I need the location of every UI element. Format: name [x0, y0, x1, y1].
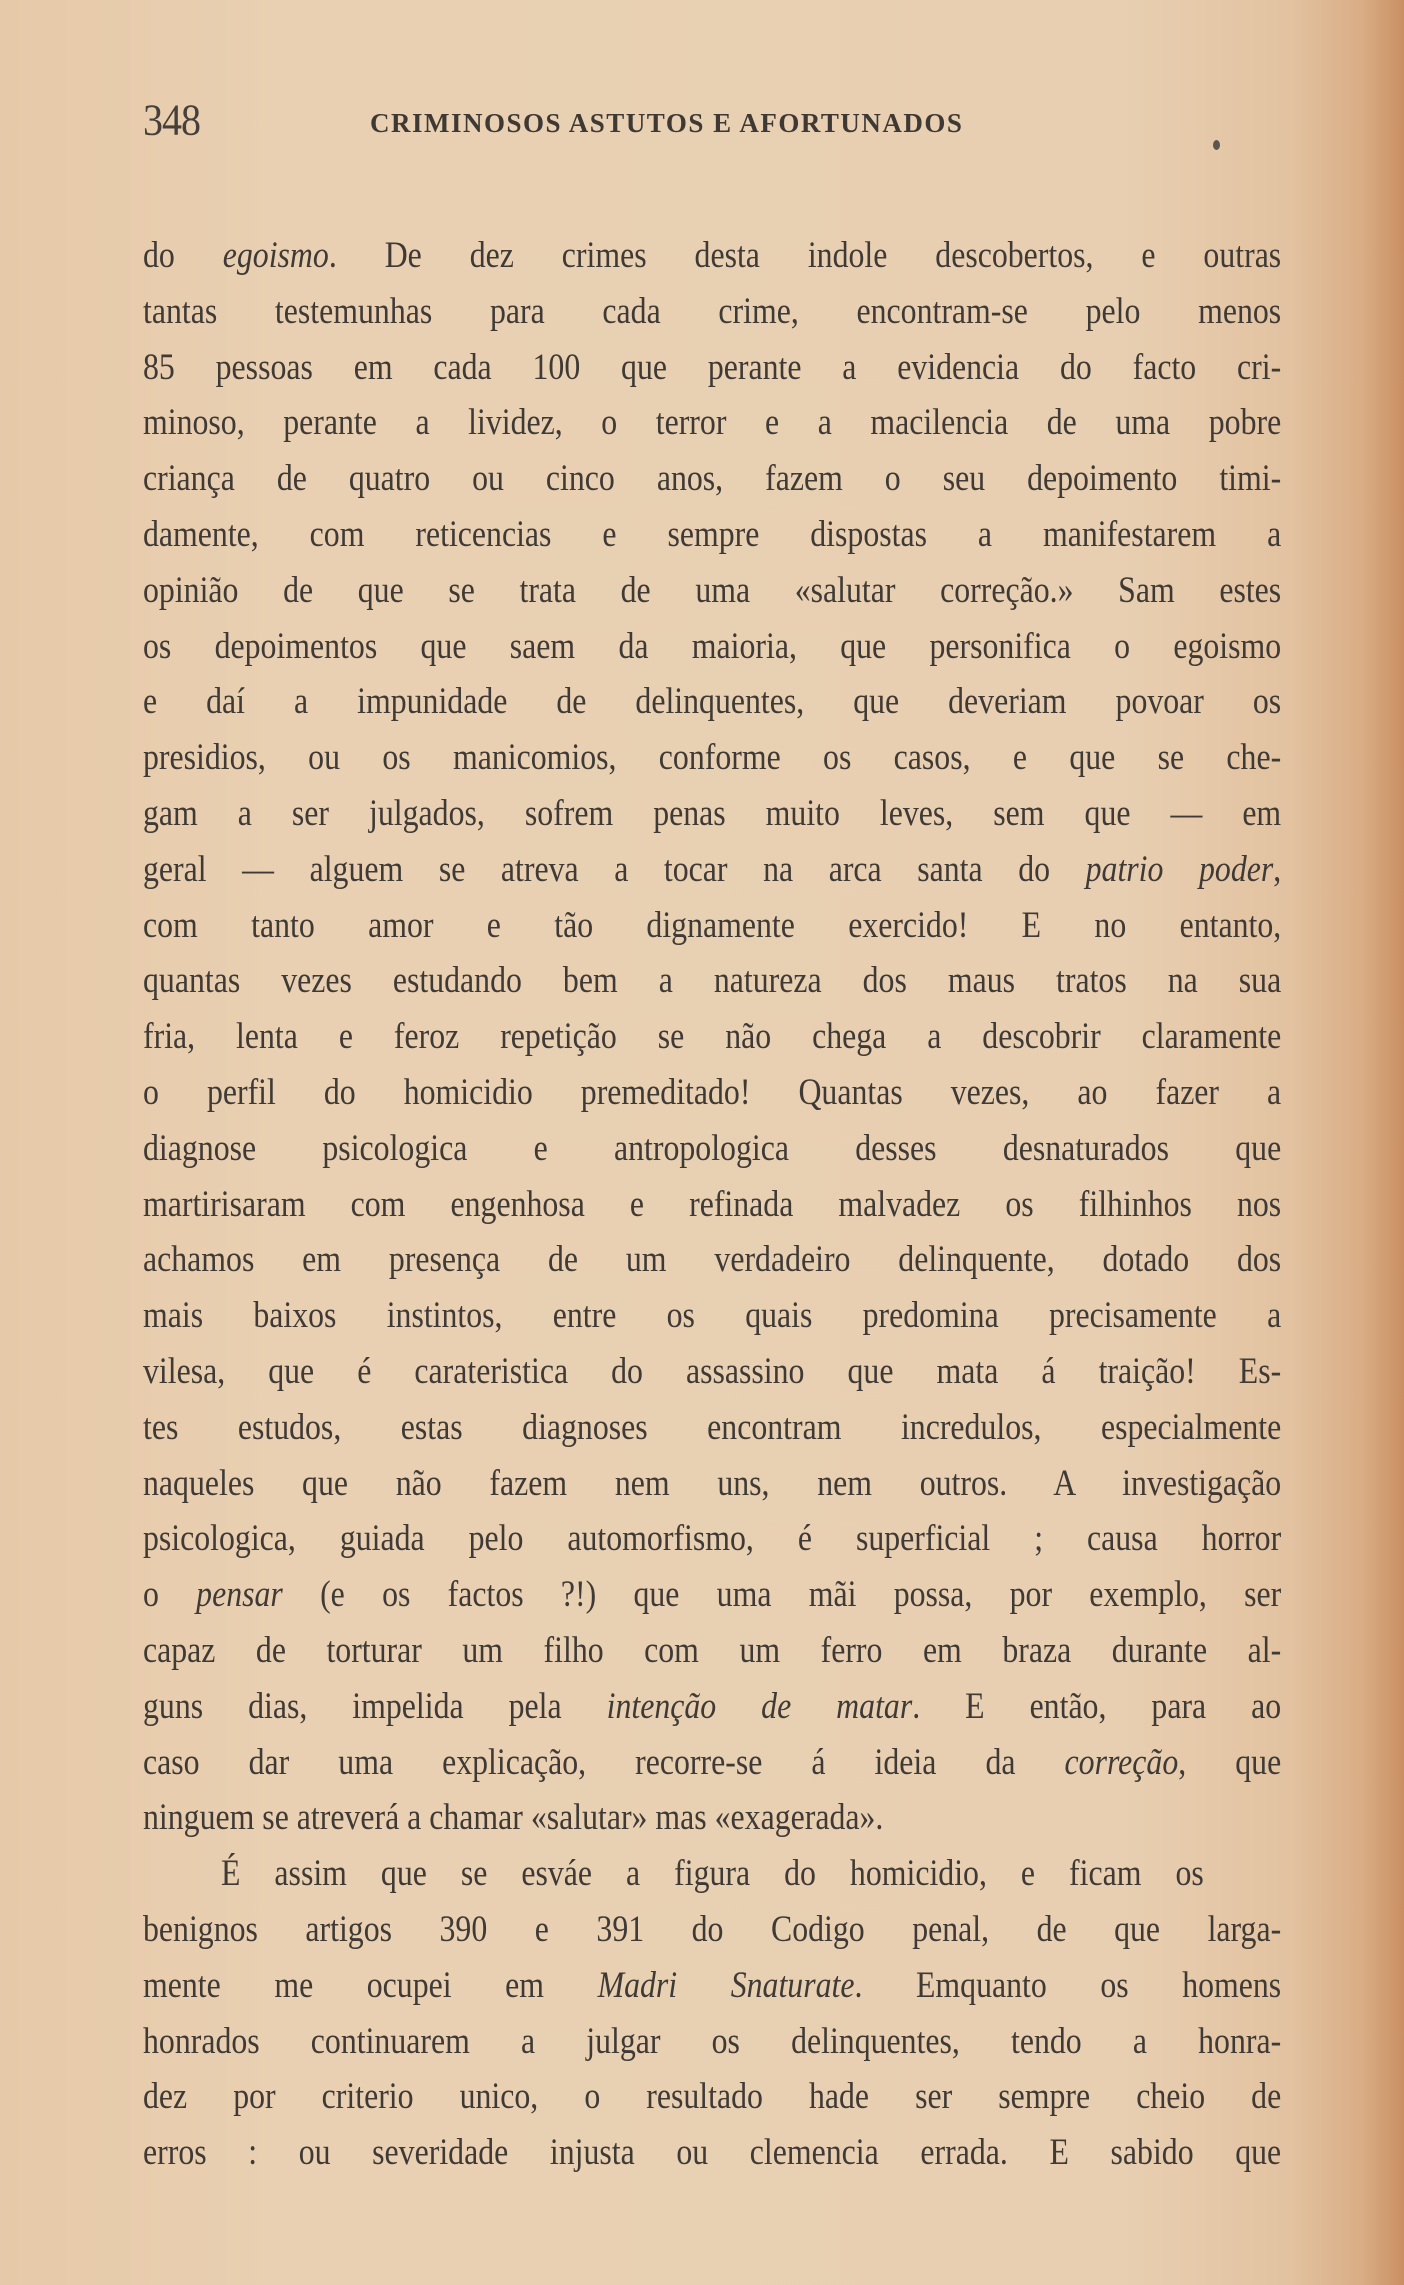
- italic-text: Madri Snaturate: [597, 1964, 855, 2006]
- text-run: É assim que se esváe a figura do homicidio, e ficam os: [221, 1853, 1204, 1895]
- text-run: do: [143, 235, 223, 276]
- text-line: [143, 2014, 1281, 2070]
- text-line-content: [143, 451, 1281, 507]
- text-line-content: [143, 1065, 1281, 1121]
- text-run: honrados continuarem a julgar os delinquentes, tendo a honra-: [143, 2020, 1282, 2062]
- text-line: [143, 1177, 1281, 1233]
- text-run: ninguem se atreverá a chamar «salutar» mas «exagerada».: [143, 1797, 884, 1839]
- text-line-content: [143, 1511, 1281, 1567]
- text-run: naqueles que não fazem nem uns, nem outros. A investigação: [143, 1462, 1282, 1504]
- text-run: fria, lenta e feroz repetição se não chega a descobrir claramente: [143, 1016, 1282, 1058]
- text-line-content: [143, 2125, 1281, 2181]
- text-run: benignos artigos 390 e 391 do Codigo penal, de que larga-: [143, 1908, 1282, 1950]
- text-line: [143, 563, 1281, 619]
- text-line-content: [143, 1567, 1281, 1623]
- text-run: com tanto amor e tão dignamente exercido! E no entanto,: [143, 904, 1282, 946]
- text-run: os depoimentos que saem da maioria, que personifica o egoismo: [143, 625, 1282, 667]
- text-run: . Emquanto os homens: [854, 1964, 1282, 2006]
- text-line-content: [143, 1400, 1281, 1456]
- text-line: [143, 1790, 1281, 1846]
- text-run: quantas vezes estudando bem a natureza dos maus tratos na sua: [143, 960, 1282, 1002]
- text-line-content: [143, 953, 1281, 1009]
- text-line: [143, 1511, 1281, 1567]
- text-run: mais baixos instintos, entre os quais predomina precisamente a: [143, 1295, 1282, 1337]
- text-run: (e os factos ?!) que uma mãi possa, por exemplo, ser: [282, 1574, 1282, 1616]
- text-run: e daí a impunidade de delinquentes, que deveriam povoar os: [143, 681, 1282, 723]
- text-run: vilesa, que é carateristica do assassino que mata á traição! Es-: [143, 1350, 1282, 1392]
- page-header: [143, 96, 1283, 146]
- text-line: [143, 1009, 1281, 1065]
- text-line-content: [143, 786, 1281, 842]
- text-run: . E então, para ao: [912, 1685, 1282, 1727]
- text-line: [143, 1846, 1281, 1902]
- body-text: [143, 228, 1281, 2181]
- text-line-content: [143, 1344, 1281, 1400]
- text-run: achamos em presença de um verdadeiro delinquente, dotado dos: [143, 1239, 1282, 1281]
- text-line: [143, 451, 1281, 507]
- text-run: erros : ou severidade injusta ou clemencia errada. E sabido que: [143, 2132, 1282, 2174]
- text-line: [143, 340, 1281, 396]
- italic-text: correção: [1064, 1741, 1179, 1783]
- text-run: 85 pessoas em cada 100 que perante a evidencia do facto cri-: [143, 346, 1282, 388]
- text-run: geral — alguem se atreva a tocar na arca santa do: [143, 848, 1086, 890]
- text-line: [143, 2125, 1281, 2181]
- text-line: [143, 507, 1281, 563]
- text-line-content: [143, 1177, 1281, 1233]
- text-line: [143, 2069, 1281, 2125]
- text-line-content: [143, 284, 1281, 340]
- text-line: [143, 674, 1281, 730]
- text-line: [143, 786, 1281, 842]
- text-line-content: [143, 507, 1281, 563]
- running-title: CRIMINOSOS ASTUTOS E AFORTUNADOS: [370, 108, 964, 138]
- text-line: [143, 284, 1281, 340]
- text-line-content: [143, 1902, 1281, 1958]
- text-run: tes estudos, estas diagnoses encontram incredulos, especialmente: [143, 1406, 1282, 1448]
- text-run: damente, com reticencias e sempre dispostas a manifestarem a: [143, 513, 1282, 555]
- text-run: criança de quatro ou cinco anos, fazem o seu depoimento timi-: [143, 458, 1282, 500]
- text-line: [143, 1344, 1281, 1400]
- text-run: . De dez crimes desta indole descobertos, e outras: [328, 235, 1282, 276]
- page-number: 348: [143, 94, 200, 145]
- text-line-content: [143, 1456, 1281, 1512]
- text-run: mente me ocupei em: [143, 1964, 598, 2006]
- text-line-content: [143, 1790, 1281, 1846]
- text-run: o perfil do homicidio premeditado! Quantas vezes, ao fazer a: [143, 1071, 1282, 1113]
- text-line: [143, 730, 1281, 786]
- ink-speck: [1213, 140, 1220, 150]
- text-line: [143, 1679, 1281, 1735]
- text-line-content: [143, 340, 1281, 396]
- text-line: [143, 1735, 1281, 1791]
- italic-text: egoismo: [222, 235, 329, 276]
- text-run: o: [143, 1574, 197, 1616]
- text-line: [143, 1567, 1281, 1623]
- text-line: [143, 1232, 1281, 1288]
- text-line: [143, 1958, 1281, 2014]
- text-line-content: [143, 2069, 1281, 2125]
- text-line-content: [143, 1735, 1281, 1791]
- text-line-content: [143, 730, 1281, 786]
- text-line-content: [221, 1846, 1204, 1902]
- italic-text: pensar: [196, 1574, 283, 1616]
- text-run: caso dar uma explicação, recorre-se á ideia da: [143, 1741, 1065, 1783]
- text-line-content: [143, 842, 1281, 898]
- text-line-content: [143, 395, 1281, 451]
- text-line: [143, 953, 1281, 1009]
- text-run: presidios, ou os manicomios, conforme os casos, e que se che-: [143, 737, 1282, 779]
- text-run: gam a ser julgados, sofrem penas muito leves, sem que — em: [143, 792, 1282, 834]
- italic-text: patrio poder: [1085, 848, 1274, 890]
- text-line-content: [143, 1009, 1281, 1065]
- text-line: [143, 1065, 1281, 1121]
- text-line-content: [143, 1958, 1281, 2014]
- text-run: dez por criterio unico, o resultado hade ser sempre cheio de: [143, 2076, 1282, 2118]
- text-run: martirisaram com engenhosa e refinada malvadez os filhinhos nos: [143, 1183, 1282, 1225]
- text-line-content: [143, 674, 1281, 730]
- text-line-content: [143, 1679, 1281, 1735]
- text-line: [143, 619, 1281, 675]
- text-line-content: [143, 563, 1281, 619]
- text-line: [143, 1456, 1281, 1512]
- text-run: psicologica, guiada pelo automorfismo, é superficial ; causa horror: [143, 1518, 1282, 1560]
- text-line: [143, 1288, 1281, 1344]
- text-line: [143, 1121, 1281, 1177]
- text-run: , que: [1178, 1741, 1282, 1783]
- text-line: [143, 842, 1281, 898]
- text-line-content: [143, 2014, 1281, 2070]
- text-run: ,: [1273, 848, 1282, 890]
- text-line-content: [143, 1232, 1281, 1288]
- text-line-content: [143, 1121, 1281, 1177]
- text-run: tantas testemunhas para cada crime, encontram-se pelo menos: [143, 290, 1282, 332]
- text-run: opinião de que se trata de uma «salutar correção.» Sam estes: [143, 569, 1282, 611]
- text-line-content: [143, 1623, 1281, 1679]
- text-line: [143, 395, 1281, 451]
- text-line: [143, 228, 1281, 284]
- italic-text: intenção de matar: [606, 1685, 913, 1727]
- text-line: [143, 898, 1281, 954]
- text-line-content: [143, 1288, 1281, 1344]
- text-run: minoso, perante a lividez, o terror e a macilencia de uma pobre: [143, 402, 1282, 444]
- text-run: diagnose psicologica e antropologica desses desnaturados que: [143, 1127, 1282, 1169]
- text-line-content: [143, 898, 1281, 954]
- text-line: [143, 1623, 1281, 1679]
- text-line: [143, 1902, 1281, 1958]
- text-run: capaz de torturar um filho com um ferro em braza durante al-: [143, 1629, 1282, 1671]
- text-line-content: [143, 619, 1281, 675]
- text-line: [143, 1400, 1281, 1456]
- text-run: guns dias, impelida pela: [143, 1685, 607, 1727]
- text-line-content: [143, 228, 1281, 284]
